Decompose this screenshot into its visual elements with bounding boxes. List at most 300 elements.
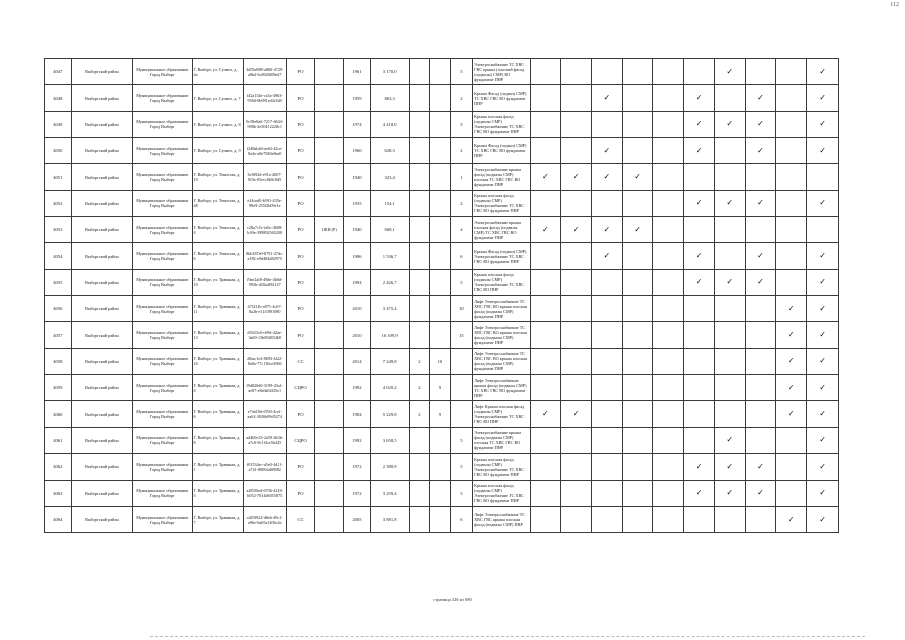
- check-icon: ✓: [745, 111, 776, 137]
- empty-check-cell: [745, 427, 776, 453]
- storeys-cell: [430, 164, 450, 190]
- type-cell: РО: [286, 85, 315, 111]
- check-icon: ✓: [807, 348, 839, 374]
- empty-check-cell: [530, 269, 561, 295]
- floors-cell: 6: [450, 243, 473, 269]
- guid-cell: f248ab4d-ae63-42ce-8a3e-a8e7949e8ea0: [243, 138, 286, 164]
- row-id-cell: 4055: [45, 269, 72, 295]
- empty-check-cell: [776, 190, 807, 216]
- area-cell: 7 249,8: [370, 348, 409, 374]
- district-cell: Выборгский район: [71, 375, 132, 401]
- empty-check-cell: [653, 138, 684, 164]
- empty-check-cell: [622, 322, 653, 348]
- empty-check-cell: [653, 296, 684, 322]
- entrances-cell: 2: [409, 375, 429, 401]
- address-cell: Г. Выборг, ул. Суомел, д. 4а: [192, 59, 243, 85]
- empty-check-cell: [714, 506, 745, 532]
- empty-check-cell: [807, 217, 839, 243]
- guid-cell: 2fbac1e4-8693-4f22-8a0a-77c130ce4966: [243, 348, 286, 374]
- empty-check-cell: [653, 348, 684, 374]
- year-cell: 1972: [344, 454, 371, 480]
- check-icon: ✓: [745, 190, 776, 216]
- address-cell: Г. Выборг, ул. Суомел, д. 7: [192, 85, 243, 111]
- area-cell: 3 881,8: [370, 506, 409, 532]
- storeys-cell: [430, 217, 450, 243]
- row-id-cell: 4062: [45, 454, 72, 480]
- empty-check-cell: [622, 348, 653, 374]
- check-icon: ✓: [622, 217, 653, 243]
- floors-cell: 5: [450, 454, 473, 480]
- guid-cell: f01534ec-a5e0-4d11-a741-88002a88082: [243, 454, 286, 480]
- type-cell: РО: [286, 243, 315, 269]
- entrances-cell: [409, 217, 429, 243]
- address-cell: Г. Выборг, ул. Травяная, д. 10: [192, 269, 243, 295]
- check-icon: ✓: [807, 427, 839, 453]
- code-cell: [315, 348, 344, 374]
- year-cell: 1974: [344, 111, 371, 137]
- municipality-cell: Муниципальное образование Город Выборг: [133, 296, 192, 322]
- code-cell: [315, 480, 344, 506]
- type-cell: РО: [286, 401, 315, 427]
- empty-check-cell: [530, 454, 561, 480]
- check-icon: ✓: [807, 454, 839, 480]
- check-icon: ✓: [714, 59, 745, 85]
- guid-cell: 8bb187e0-8791-47dc-a182-e9d484d82975: [243, 243, 286, 269]
- check-icon: ✓: [591, 164, 622, 190]
- empty-check-cell: [561, 348, 592, 374]
- code-cell: [315, 375, 344, 401]
- type-cell: РО: [286, 480, 315, 506]
- storeys-cell: [430, 111, 450, 137]
- works-cell: Крыша плоская фасад (подвалы СМР) Электроснабжение ТС ХВС ГВС ВО фундамент ПНР: [473, 190, 530, 216]
- empty-check-cell: [745, 322, 776, 348]
- check-icon: ✓: [807, 59, 839, 85]
- works-cell: Лифт Электроснабжение ТС ХВС ГВС ВО крыша плоская фасад (подвалы СМР) фундамент ПНР: [473, 322, 530, 348]
- entrances-cell: [409, 164, 429, 190]
- table-row: [45, 269, 839, 295]
- address-cell: Г. Выборг, ул. Тенистая, д. 6: [192, 243, 243, 269]
- entrances-cell: [409, 190, 429, 216]
- year-cell: 1961: [344, 59, 371, 85]
- empty-check-cell: [776, 85, 807, 111]
- empty-check-cell: [745, 506, 776, 532]
- area-cell: 323,4: [370, 164, 409, 190]
- district-cell: Выборгский район: [71, 138, 132, 164]
- table-row: [45, 190, 839, 216]
- empty-check-cell: [530, 506, 561, 532]
- floors-cell: [450, 348, 473, 374]
- check-icon: ✓: [714, 111, 745, 137]
- works-cell: Крыша плоская фасад (подвалы СМР) Электроснабжение ТС ХВС ГВС ВО фундамент ПНР: [473, 111, 530, 137]
- empty-check-cell: [530, 375, 561, 401]
- code-cell: [315, 454, 344, 480]
- storeys-cell: [430, 454, 450, 480]
- check-icon: ✓: [807, 506, 839, 532]
- floors-cell: 10: [450, 296, 473, 322]
- empty-check-cell: [653, 59, 684, 85]
- empty-check-cell: [684, 296, 715, 322]
- empty-check-cell: [776, 59, 807, 85]
- check-icon: ✓: [591, 138, 622, 164]
- code-cell: [315, 296, 344, 322]
- empty-check-cell: [530, 322, 561, 348]
- empty-check-cell: [714, 85, 745, 111]
- check-icon: ✓: [684, 111, 715, 137]
- empty-check-cell: [653, 506, 684, 532]
- municipality-cell: Муниципальное образование Город Выборг: [133, 480, 192, 506]
- entrances-cell: [409, 111, 429, 137]
- year-cell: 2014: [344, 348, 371, 374]
- empty-check-cell: [530, 480, 561, 506]
- row-id-cell: 4056: [45, 296, 72, 322]
- row-id-cell: 4059: [45, 375, 72, 401]
- empty-check-cell: [622, 296, 653, 322]
- works-cell: Крыша Фасад (подвал) СМР) Электроснабжение ТС ХВС ГВС ВО фундамент ПНР: [473, 243, 530, 269]
- entrances-cell: [409, 59, 429, 85]
- type-cell: РО: [286, 322, 315, 348]
- check-icon: ✓: [807, 190, 839, 216]
- table-row: [45, 454, 839, 480]
- municipality-cell: Муниципальное образование Город Выборг: [133, 217, 192, 243]
- works-cell: Крыша плоская фасад (подвалы СМР) Электроснабжение ТС ХВС ГВС ВО фундамент ПНР: [473, 454, 530, 480]
- floors-cell: 1: [450, 164, 473, 190]
- area-cell: 4 020,2: [370, 375, 409, 401]
- municipality-cell: Муниципальное образование Город Выборг: [133, 59, 192, 85]
- empty-check-cell: [561, 296, 592, 322]
- type-cell: СЦРО: [286, 375, 315, 401]
- code-cell: ОКН (Р): [315, 217, 344, 243]
- entrances-cell: [409, 322, 429, 348]
- address-cell: Г. Выборг, ул. Травяная, д. 6: [192, 401, 243, 427]
- check-icon: ✓: [591, 217, 622, 243]
- type-cell: РО: [286, 269, 315, 295]
- floors-cell: [450, 375, 473, 401]
- code-cell: [315, 427, 344, 453]
- empty-check-cell: [561, 59, 592, 85]
- check-icon: ✓: [591, 85, 622, 111]
- code-cell: [315, 59, 344, 85]
- empty-check-cell: [591, 480, 622, 506]
- storeys-cell: [430, 190, 450, 216]
- type-cell: РО: [286, 296, 315, 322]
- empty-check-cell: [714, 138, 745, 164]
- empty-check-cell: [591, 348, 622, 374]
- empty-check-cell: [622, 427, 653, 453]
- empty-check-cell: [653, 243, 684, 269]
- empty-check-cell: [591, 427, 622, 453]
- year-cell: 1992: [344, 427, 371, 453]
- area-cell: 5 229,8: [370, 401, 409, 427]
- empty-check-cell: [776, 454, 807, 480]
- year-cell: 1935: [344, 190, 371, 216]
- empty-check-cell: [807, 164, 839, 190]
- row-id-cell: 4051: [45, 164, 72, 190]
- empty-check-cell: [776, 269, 807, 295]
- empty-check-cell: [714, 217, 745, 243]
- empty-check-cell: [684, 164, 715, 190]
- empty-check-cell: [714, 375, 745, 401]
- storeys-cell: [430, 85, 450, 111]
- empty-check-cell: [714, 401, 745, 427]
- check-icon: ✓: [745, 85, 776, 111]
- guid-cell: f9d820d0-3199-43a1-ae87-e8a9a04f35e1: [243, 375, 286, 401]
- storeys-cell: 9: [430, 375, 450, 401]
- floors-cell: 15: [450, 322, 473, 348]
- district-cell: Выборгский район: [71, 111, 132, 137]
- municipality-cell: Муниципальное образование Город Выборг: [133, 190, 192, 216]
- empty-check-cell: [776, 243, 807, 269]
- page-footer: страница 326 из 680: [433, 597, 472, 602]
- works-cell: Лифт Электроснабжение ТС ХВС ГВС крыша плоская фасад (подвалы СМР) ПНР: [473, 506, 530, 532]
- guid-cell: d5023c6-c69d-42ae-3a69-13b094834b9: [243, 322, 286, 348]
- guid-cell: 47f231b-a971-4c67-8a2b-e11f1891080: [243, 296, 286, 322]
- empty-check-cell: [591, 111, 622, 137]
- code-cell: [315, 243, 344, 269]
- check-icon: ✓: [684, 454, 715, 480]
- empty-check-cell: [714, 296, 745, 322]
- municipality-cell: Муниципальное образование Город Выборг: [133, 375, 192, 401]
- floors-cell: 5: [450, 111, 473, 137]
- empty-check-cell: [530, 348, 561, 374]
- check-icon: ✓: [561, 401, 592, 427]
- empty-check-cell: [561, 427, 592, 453]
- check-icon: ✓: [745, 269, 776, 295]
- check-icon: ✓: [776, 375, 807, 401]
- floors-cell: 5: [450, 427, 473, 453]
- empty-check-cell: [530, 243, 561, 269]
- empty-check-cell: [745, 375, 776, 401]
- empty-check-cell: [653, 111, 684, 137]
- works-cell: Крыша плоская фасад (подвалы СМР) Электроснабжение ТС ХВС ГВС ВО фундамент ПНР: [473, 480, 530, 506]
- area-cell: 3 475,4: [370, 296, 409, 322]
- empty-check-cell: [745, 401, 776, 427]
- table-row: [45, 111, 839, 137]
- check-icon: ✓: [807, 296, 839, 322]
- check-icon: ✓: [530, 164, 561, 190]
- row-id-cell: 4061: [45, 427, 72, 453]
- district-cell: Выборгский район: [71, 190, 132, 216]
- municipality-cell: Муниципальное образование Город Выборг: [133, 243, 192, 269]
- floors-cell: 4: [450, 217, 473, 243]
- empty-check-cell: [776, 217, 807, 243]
- check-icon: ✓: [807, 322, 839, 348]
- empty-check-cell: [684, 375, 715, 401]
- municipality-cell: Муниципальное образование Город Выборг: [133, 269, 192, 295]
- guid-cell: 0c58e8a6-7217-4644-998b-2e50412228c1: [243, 111, 286, 137]
- empty-check-cell: [745, 217, 776, 243]
- district-cell: Выборгский район: [71, 506, 132, 532]
- entrances-cell: [409, 138, 429, 164]
- empty-check-cell: [561, 85, 592, 111]
- check-icon: ✓: [807, 480, 839, 506]
- table-row: [45, 427, 839, 453]
- year-cell: 1984: [344, 401, 371, 427]
- check-icon: ✓: [776, 322, 807, 348]
- year-cell: 2010: [344, 296, 371, 322]
- check-icon: ✓: [622, 164, 653, 190]
- storeys-cell: [430, 506, 450, 532]
- district-cell: Выборгский район: [71, 401, 132, 427]
- table-row: [45, 243, 839, 269]
- table-row: [45, 375, 839, 401]
- empty-check-cell: [622, 454, 653, 480]
- district-cell: Выборгский район: [71, 59, 132, 85]
- empty-check-cell: [591, 59, 622, 85]
- type-cell: РО: [286, 190, 315, 216]
- check-icon: ✓: [714, 480, 745, 506]
- check-icon: ✓: [745, 454, 776, 480]
- storeys-cell: 9: [430, 401, 450, 427]
- bottom-divider: [150, 636, 865, 637]
- page-corner-number: 112: [890, 2, 899, 8]
- empty-check-cell: [622, 243, 653, 269]
- check-icon: ✓: [714, 454, 745, 480]
- address-cell: Г. Выборг, ул. Травяная, д. 1: [192, 454, 243, 480]
- empty-check-cell: [591, 454, 622, 480]
- empty-check-cell: [714, 322, 745, 348]
- area-cell: 638,3: [370, 138, 409, 164]
- works-cell: Электроснабжение крыша плоская фасад (подвалы СМР) ТС ХВС ГВС ВО фундамент ПНР: [473, 217, 530, 243]
- municipality-cell: Муниципальное образование Город Выборг: [133, 427, 192, 453]
- empty-check-cell: [622, 506, 653, 532]
- floors-cell: 5: [450, 59, 473, 85]
- empty-check-cell: [530, 111, 561, 137]
- row-id-cell: 4049: [45, 111, 72, 137]
- check-icon: ✓: [745, 243, 776, 269]
- guid-cell: c28a7c5c-fa6c-4608-b30e-399892565200: [243, 217, 286, 243]
- entrances-cell: [409, 427, 429, 453]
- empty-check-cell: [530, 190, 561, 216]
- guid-cell: e7ab18d-d7b9-4cef-aa62-3026b99d5274: [243, 401, 286, 427]
- municipality-cell: Муниципальное образование Город Выборг: [133, 138, 192, 164]
- type-cell: РО: [286, 59, 315, 85]
- entrances-cell: 2: [409, 348, 429, 374]
- type-cell: РО: [286, 217, 315, 243]
- type-cell: РО: [286, 454, 315, 480]
- code-cell: [315, 506, 344, 532]
- works-cell: Лифт Электроснабжение ТС ХВС ГВС ВО крыша плоская фасад (подвалы СМР) фундамент ПНР: [473, 296, 530, 322]
- year-cell: 1960: [344, 138, 371, 164]
- district-cell: Выборгский район: [71, 427, 132, 453]
- table-row: [45, 480, 839, 506]
- empty-check-cell: [714, 164, 745, 190]
- year-cell: 1986: [344, 243, 371, 269]
- floors-cell: 5: [450, 480, 473, 506]
- empty-check-cell: [653, 190, 684, 216]
- empty-check-cell: [684, 59, 715, 85]
- empty-check-cell: [745, 348, 776, 374]
- address-cell: Г. Выборг, ул. Травяная, д. 11: [192, 296, 243, 322]
- empty-check-cell: [684, 506, 715, 532]
- empty-check-cell: [591, 401, 622, 427]
- table-row: [45, 322, 839, 348]
- check-icon: ✓: [807, 375, 839, 401]
- check-icon: ✓: [745, 480, 776, 506]
- guid-cell: 6c8f92d-e91a-4607-8f3e-05ecc0b9c8d5: [243, 164, 286, 190]
- empty-check-cell: [591, 296, 622, 322]
- works-cell: Крыша Фасад (подвал) СМР) ТС ХВС ГВС ВО фундамент ПНР: [473, 138, 530, 164]
- empty-check-cell: [561, 243, 592, 269]
- year-cell: 1940: [344, 217, 371, 243]
- row-id-cell: 4047: [45, 59, 72, 85]
- empty-check-cell: [684, 401, 715, 427]
- municipality-cell: Муниципальное образование Город Выборг: [133, 506, 192, 532]
- entrances-cell: 2: [409, 401, 429, 427]
- storeys-cell: [430, 480, 450, 506]
- year-cell: 1992: [344, 375, 371, 401]
- row-id-cell: 4048: [45, 85, 72, 111]
- area-cell: 16 109,9: [370, 322, 409, 348]
- table-row: [45, 506, 839, 532]
- empty-check-cell: [776, 138, 807, 164]
- empty-check-cell: [530, 85, 561, 111]
- guid-cell: a2858fed-6706-4218-b052-7014d6055875: [243, 480, 286, 506]
- table-row: [45, 296, 839, 322]
- empty-check-cell: [530, 59, 561, 85]
- address-cell: Г. Выборг, ул. Суомел, д. 8: [192, 111, 243, 137]
- storeys-cell: [430, 296, 450, 322]
- check-icon: ✓: [807, 85, 839, 111]
- area-cell: 4 418,0: [370, 111, 409, 137]
- district-cell: Выборгский район: [71, 217, 132, 243]
- guid-cell: e24ced0-b591-435e-98e9-255f2b09e1e: [243, 190, 286, 216]
- address-cell: Г. Выборг, ул. Травяная, д. 5: [192, 480, 243, 506]
- row-id-cell: 4054: [45, 243, 72, 269]
- entrances-cell: [409, 296, 429, 322]
- empty-check-cell: [561, 454, 592, 480]
- empty-check-cell: [561, 111, 592, 137]
- code-cell: [315, 85, 344, 111]
- empty-check-cell: [561, 138, 592, 164]
- empty-check-cell: [530, 427, 561, 453]
- check-icon: ✓: [714, 427, 745, 453]
- empty-check-cell: [714, 348, 745, 374]
- check-icon: ✓: [745, 138, 776, 164]
- guid-cell: 3d55e888-a860-4729-a0b4-6c8026f09ed7: [243, 59, 286, 85]
- check-icon: ✓: [530, 401, 561, 427]
- district-cell: Выборгский район: [71, 296, 132, 322]
- empty-check-cell: [684, 348, 715, 374]
- table-row: [45, 85, 839, 111]
- empty-check-cell: [591, 506, 622, 532]
- check-icon: ✓: [684, 243, 715, 269]
- storeys-cell: [430, 138, 450, 164]
- floors-cell: 5: [450, 269, 473, 295]
- empty-check-cell: [653, 217, 684, 243]
- empty-check-cell: [530, 296, 561, 322]
- floors-cell: [450, 401, 473, 427]
- empty-check-cell: [714, 243, 745, 269]
- municipality-cell: Муниципальное образование Город Выборг: [133, 401, 192, 427]
- check-icon: ✓: [807, 243, 839, 269]
- empty-check-cell: [591, 190, 622, 216]
- empty-check-cell: [653, 375, 684, 401]
- empty-check-cell: [653, 322, 684, 348]
- table-row: [45, 348, 839, 374]
- year-cell: 1972: [344, 480, 371, 506]
- year-cell: 1940: [344, 164, 371, 190]
- municipality-cell: Муниципальное образование Город Выборг: [133, 164, 192, 190]
- empty-check-cell: [622, 269, 653, 295]
- check-icon: ✓: [684, 269, 715, 295]
- table-row: [45, 138, 839, 164]
- empty-check-cell: [561, 480, 592, 506]
- floors-cell: 6: [450, 506, 473, 532]
- district-cell: Выборгский район: [71, 269, 132, 295]
- guid-cell: f9ae2af8-49de-4b0d-992b-d20a4f92147: [243, 269, 286, 295]
- municipality-cell: Муниципальное образование Город Выборг: [133, 111, 192, 137]
- address-cell: Г. Выборг, ул. Травяная, д. 7: [192, 506, 243, 532]
